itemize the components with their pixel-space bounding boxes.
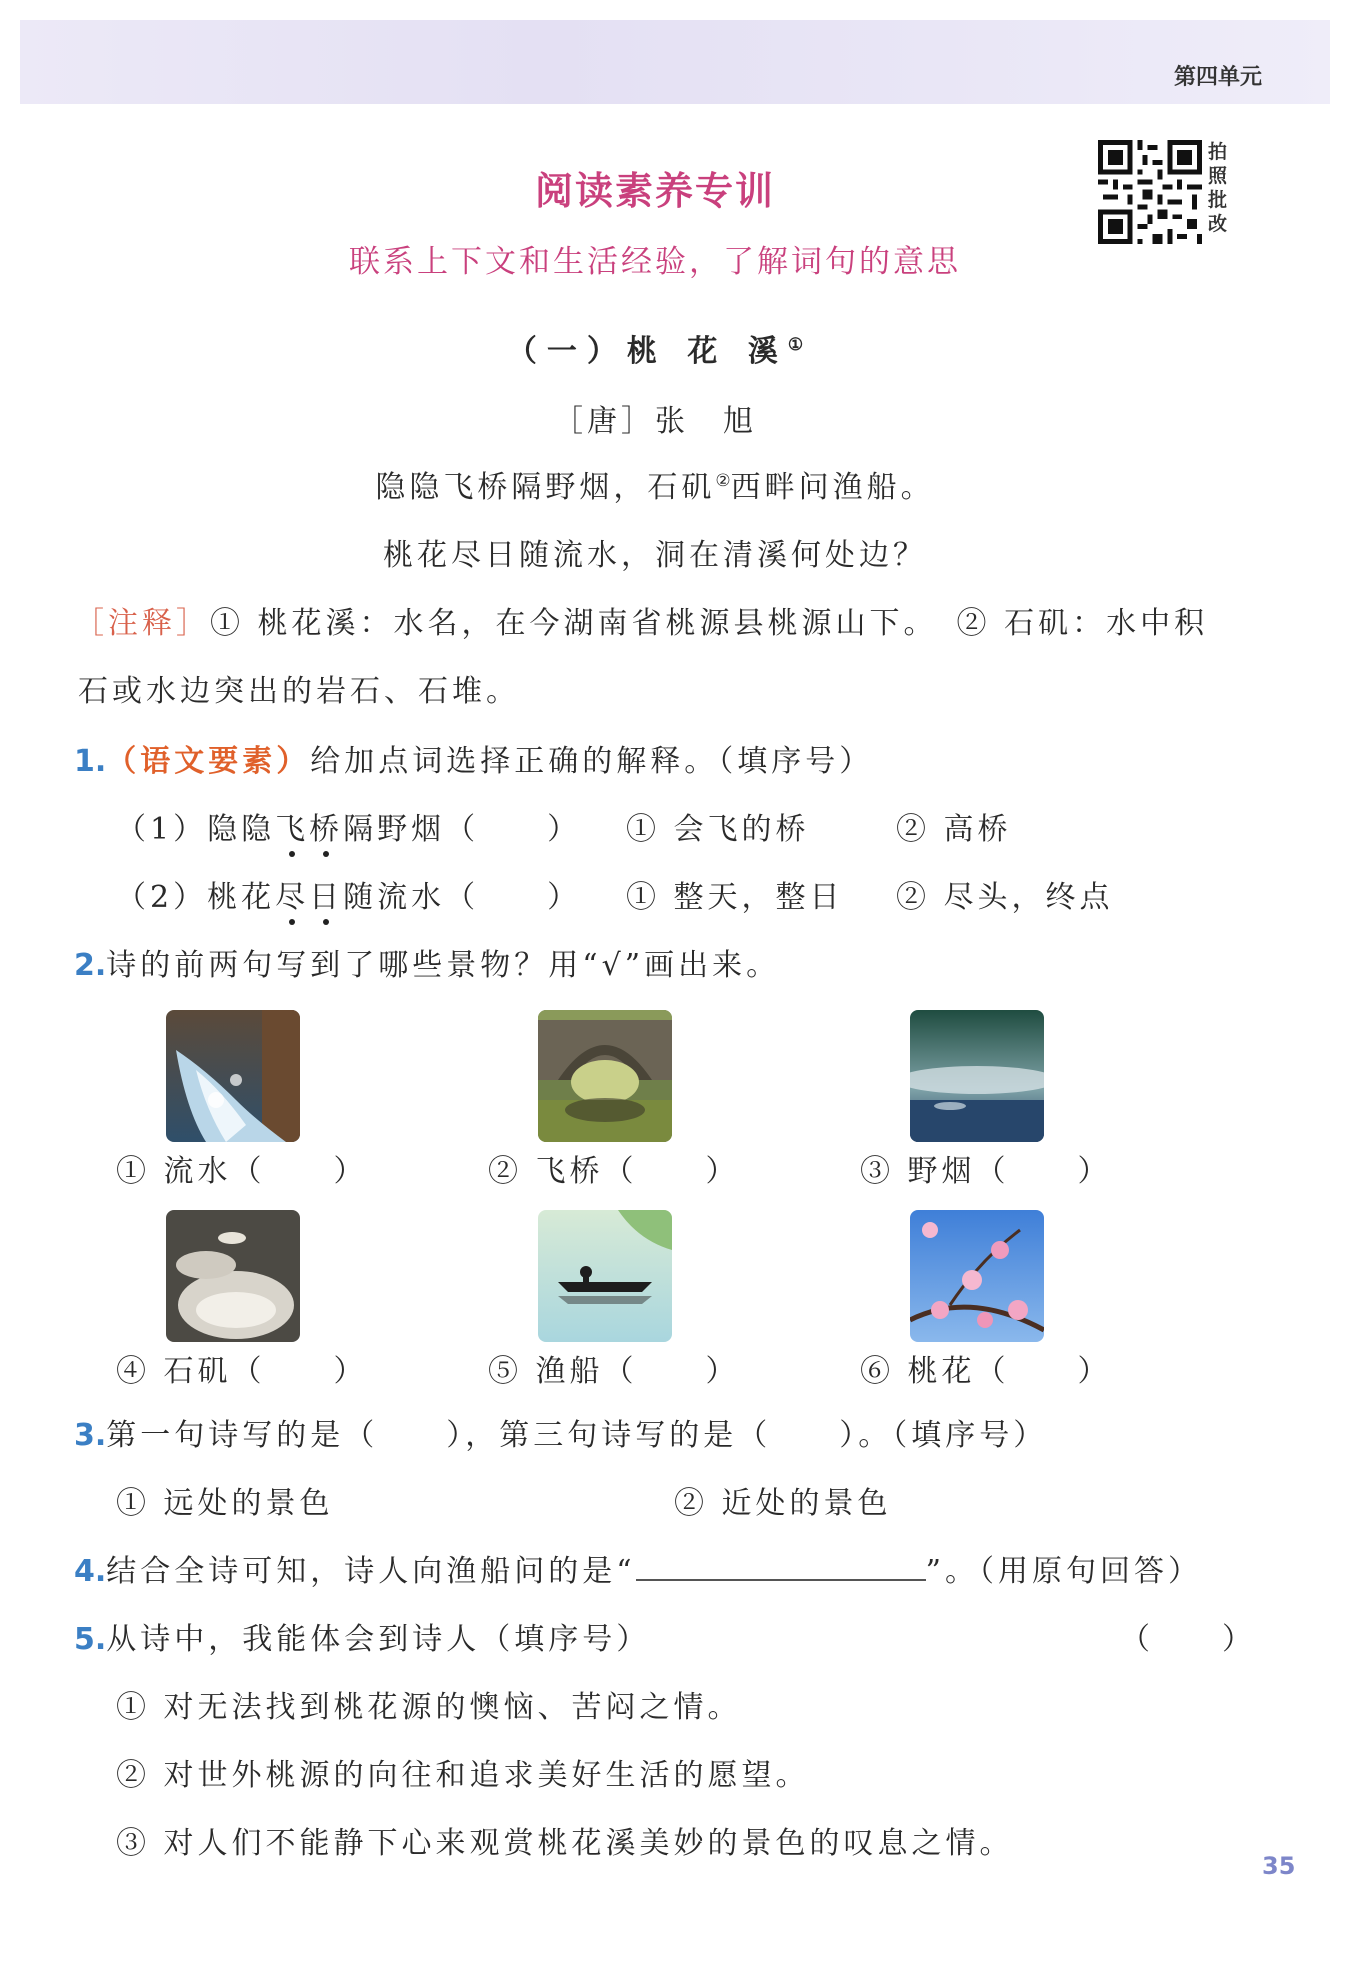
poem-line-1: 隐隐飞桥隔野烟，石矶②西畔问渔船。: [375, 470, 935, 505]
q1-item-2-option-1: ① 整天，整日: [626, 880, 844, 915]
question-tag: （语文要素）: [106, 744, 311, 779]
q2-item-1: ① 流水（ ）: [116, 1154, 368, 1189]
dotted-char: 尽: [275, 880, 310, 915]
q1-item-1-option-2: ② 高桥: [896, 812, 1012, 847]
q1-item-1: （1）隐隐飞桥隔野烟（ ）: [116, 812, 582, 847]
q1-item-2: （2）桃花尽日随流水（ ）: [116, 880, 582, 915]
question-number: 1.: [74, 744, 107, 779]
question-3: 3.第一句诗写的是（ ），第三句诗写的是（ ）。（填序号）: [74, 1418, 1048, 1453]
qr-caption: 拍照批改: [1208, 141, 1228, 235]
page-title: 阅读素养专训: [534, 169, 775, 213]
question-5: 5.从诗中，我能体会到诗人（填序号）: [74, 1622, 651, 1657]
photo-flowing-water: [166, 1010, 300, 1142]
dotted-char: 飞: [275, 812, 310, 847]
dotted-char: 桥: [309, 812, 344, 847]
q5-option-2: ② 对世外桃源的向往和追求美好生活的愿望。: [116, 1758, 810, 1793]
photo-peach-blossom: [910, 1210, 1044, 1342]
q2-item-4: ④ 石矶（ ）: [116, 1354, 368, 1389]
question-number: 5.: [74, 1622, 107, 1657]
q5-answer-paren[interactable]: （ ）: [1120, 1622, 1256, 1657]
poem-title: （一）桃 花 溪①: [506, 334, 804, 369]
question-number: 4.: [74, 1554, 107, 1589]
answer-blank[interactable]: [636, 1553, 926, 1581]
q2-item-2: ② 飞桥（ ）: [488, 1154, 740, 1189]
question-number: 3.: [74, 1418, 107, 1453]
photo-rocks: [166, 1210, 300, 1342]
page-number: 35: [1262, 1852, 1296, 1880]
q3-option-1: ① 远处的景色: [116, 1486, 334, 1521]
notes-line-1: ［注释］① 桃花溪：水名，在今湖南省桃源县桃源山下。 ② 石矶：水中积: [74, 606, 1209, 641]
notes-line-2: 石或水边突出的岩石、石堆。: [78, 674, 520, 709]
question-number: 2.: [74, 948, 107, 983]
question-2: 2.诗的前两句写到了哪些景物？用“√”画出来。: [74, 948, 781, 983]
q5-option-1: ① 对无法找到桃花源的懊恼、苦闷之情。: [116, 1690, 742, 1725]
q1-item-2-option-2: ② 尽头，终点: [896, 880, 1114, 915]
poem-line-2: 桃花尽日随流水，洞在清溪何处边？: [383, 538, 927, 573]
poem-author: ［唐］张 旭: [553, 404, 757, 439]
notes-label: ［注释］: [74, 606, 210, 641]
photo-arch-bridge: [538, 1010, 672, 1142]
q2-item-5: ⑤ 渔船（ ）: [488, 1354, 740, 1389]
q2-item-6: ⑥ 桃花（ ）: [860, 1354, 1112, 1389]
question-4: 4.结合全诗可知，诗人向渔船问的是“ ”。（用原句回答）: [74, 1554, 1202, 1589]
header-band: [20, 20, 1330, 104]
q3-option-2: ② 近处的景色: [674, 1486, 892, 1521]
q2-item-3: ③ 野烟（ ）: [860, 1154, 1112, 1189]
unit-label: 第四单元: [1173, 65, 1262, 90]
dotted-char: 日: [309, 880, 344, 915]
page-subtitle: 联系上下文和生活经验，了解词句的意思: [349, 244, 961, 280]
q1-item-1-option-1: ① 会飞的桥: [626, 812, 810, 847]
photo-fishing-boat: [538, 1210, 672, 1342]
question-1: 1.（语文要素）给加点词选择正确的解释。（填序号）: [74, 744, 874, 779]
q5-option-3: ③ 对人们不能静下心来观赏桃花溪美妙的景色的叹息之情。: [116, 1826, 1014, 1861]
photo-wild-mist: [910, 1010, 1044, 1142]
